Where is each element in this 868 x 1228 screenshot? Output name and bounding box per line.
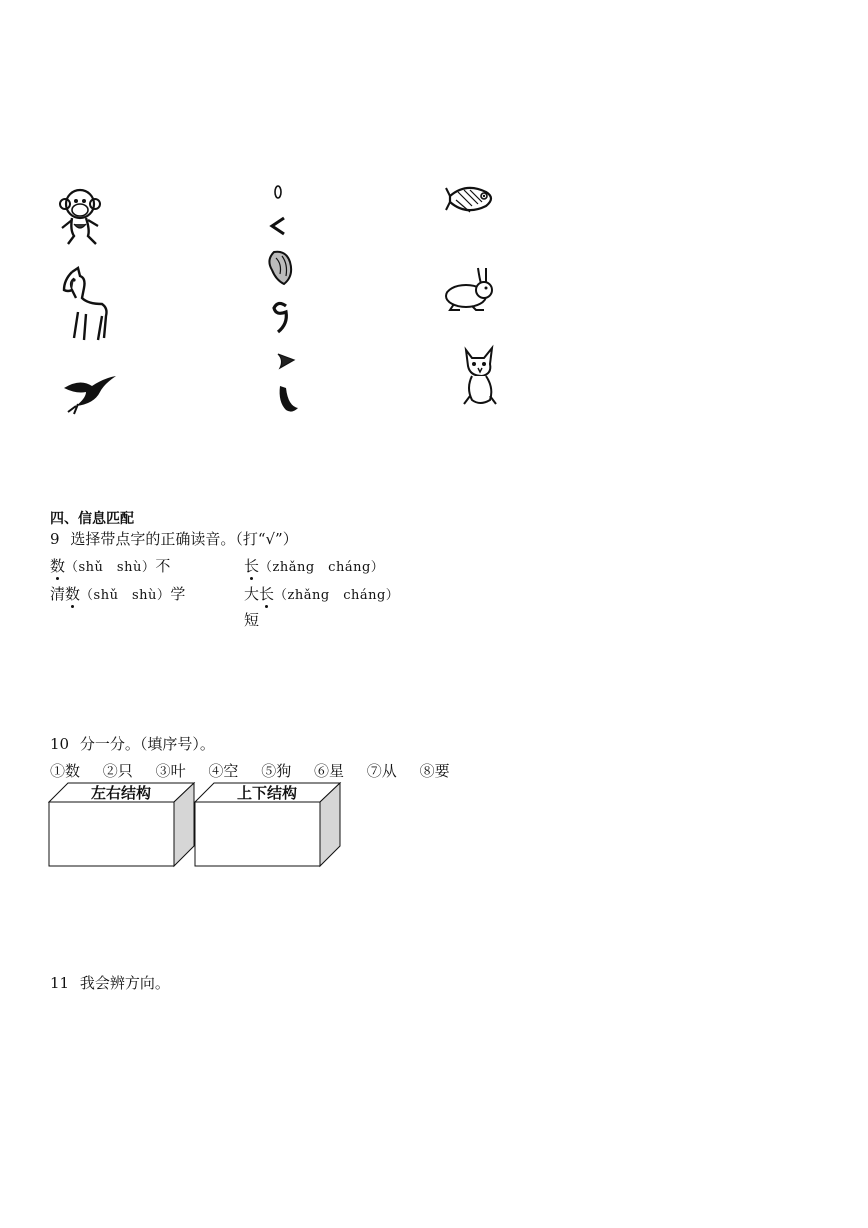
question-number: 11 [50,974,70,992]
option-item: ⑧要 [419,762,450,780]
pinyin-item-3 [50,583,185,604]
question-text: 我会辨方向。 [79,974,170,992]
pinyin-options[interactable]: （shǔ shù） [65,560,156,575]
question-text: 分一分。（填序号）。 [79,735,215,753]
animal-matching-pictures [50,178,520,418]
option-item: ②只 [102,762,133,780]
top-bottom-structure-box[interactable] [194,782,342,868]
option-item: ①数 [50,762,81,780]
dotted-character: 数 [50,557,66,575]
question-number: 10 [50,735,70,753]
question-11-prompt [50,972,170,993]
extra-word: 短 [244,611,260,629]
box-label: 左右结构 [90,784,151,802]
box-label: 上下结构 [236,784,297,802]
pinyin-options[interactable]: （zhǎng cháng） [259,560,385,575]
dotted-character: 长 [259,585,275,603]
pinyin-item-2 [244,555,384,576]
word-tail: 不 [155,557,171,575]
dotted-character: 数 [65,585,81,603]
question-text: 选择带点字的正确读音。（打“√”） [70,530,298,548]
section-title: 四、信息匹配 [50,511,134,527]
pinyin-options[interactable]: （zhǎng cháng） [274,588,400,603]
option-item: ⑥星 [313,762,344,780]
question-number: 9 [50,530,60,548]
option-item: ⑦从 [366,762,397,780]
word-prefix: 清 [50,585,66,603]
option-item: ④空 [208,762,239,780]
question-9-prompt [50,528,298,549]
pinyin-options[interactable]: （shǔ shù） [80,588,171,603]
word-prefix: 大 [244,585,260,603]
pinyin-item-1 [50,555,170,576]
option-item: ③叶 [155,762,186,780]
pinyin-item-4 [244,583,399,604]
animal-matching-illustration [50,178,520,418]
word-tail: 学 [170,585,186,603]
left-right-structure-box[interactable] [48,782,196,868]
dotted-character: 长 [244,557,260,575]
character-options [50,760,468,781]
option-item: ⑤狗 [261,762,292,780]
question-10-prompt [50,733,215,754]
